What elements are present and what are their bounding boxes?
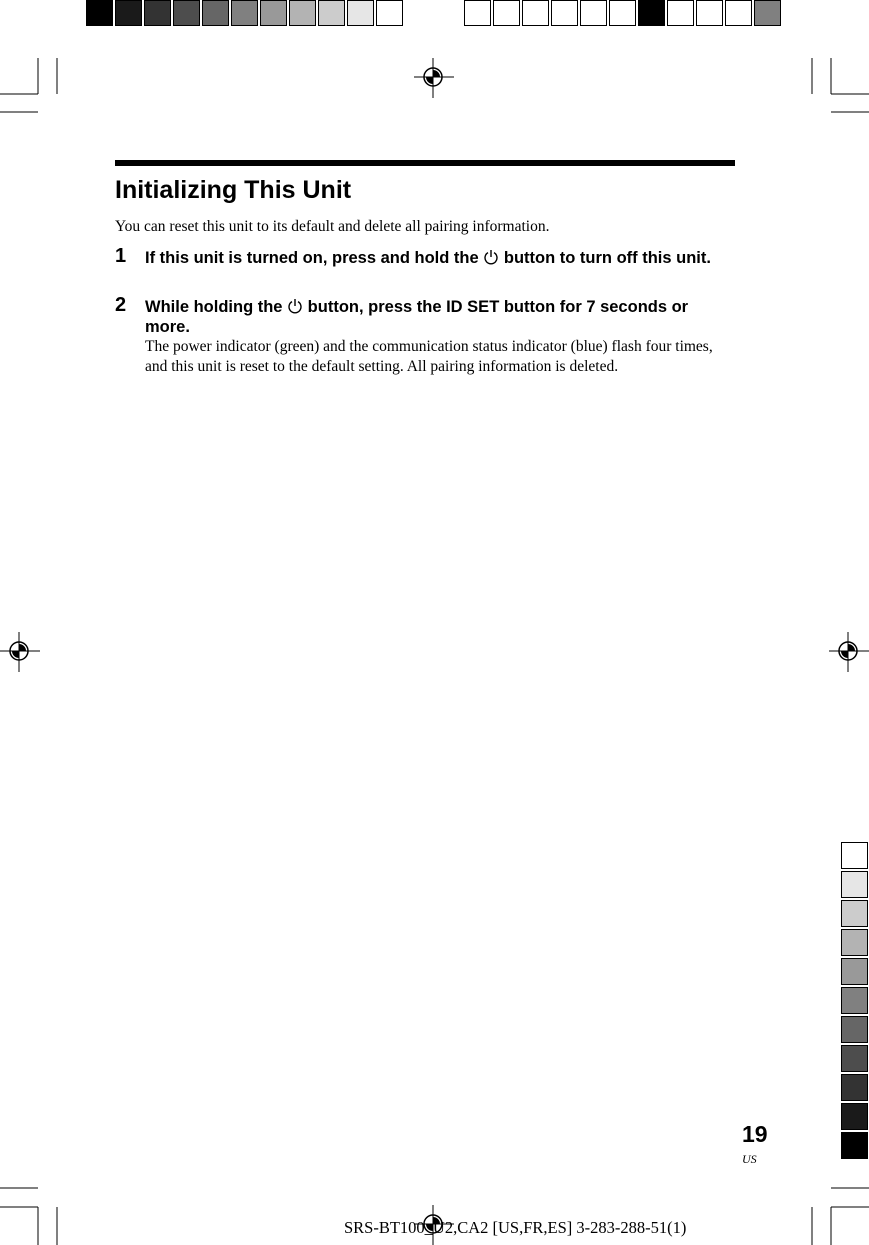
color-swatch — [841, 871, 868, 898]
color-swatch — [841, 929, 868, 956]
footer-code: SRS-BT100_U2,CA2 [US,FR,ES] 3-283-288-51(1) — [344, 1218, 687, 1237]
registration-target-icon — [414, 58, 454, 98]
step-body: The power indicator (green) and the communication status indicator (blue) flash four times, and this unit is reset to the default setting. All pairing information is deleted. — [145, 338, 713, 375]
page-region: US — [742, 1152, 757, 1166]
color-swatch — [841, 987, 868, 1014]
color-swatch — [841, 1132, 868, 1159]
color-swatch — [841, 1016, 868, 1043]
registration-target-icon — [829, 632, 869, 672]
step-heading-post: button to turn off this unit. — [503, 249, 711, 267]
intro-text: You can reset this unit to its default and delete all pairing information. — [115, 218, 550, 235]
step-heading-pre: If this unit is turned on, press and hold the — [145, 249, 479, 267]
color-swatch — [841, 958, 868, 985]
page-number: 19 — [742, 1121, 768, 1147]
power-icon — [287, 298, 303, 314]
step-number: 2 — [115, 294, 127, 316]
step-heading — [145, 248, 735, 268]
step-heading-post: button, press the ID SET button for 7 seconds or more. — [145, 298, 689, 336]
page-title: Initializing This Unit — [115, 176, 352, 204]
color-swatch — [841, 842, 868, 869]
step-heading-pre: While holding the — [145, 298, 283, 316]
section-rule — [115, 160, 735, 166]
power-icon — [483, 249, 499, 265]
color-swatch — [841, 1103, 868, 1130]
registration-target-icon — [0, 632, 40, 672]
step-number: 1 — [115, 245, 127, 267]
color-swatch — [841, 1045, 868, 1072]
side-swatch-strip — [841, 842, 869, 1161]
color-swatch — [841, 1074, 868, 1101]
step-heading — [145, 297, 735, 337]
color-swatch — [841, 900, 868, 927]
